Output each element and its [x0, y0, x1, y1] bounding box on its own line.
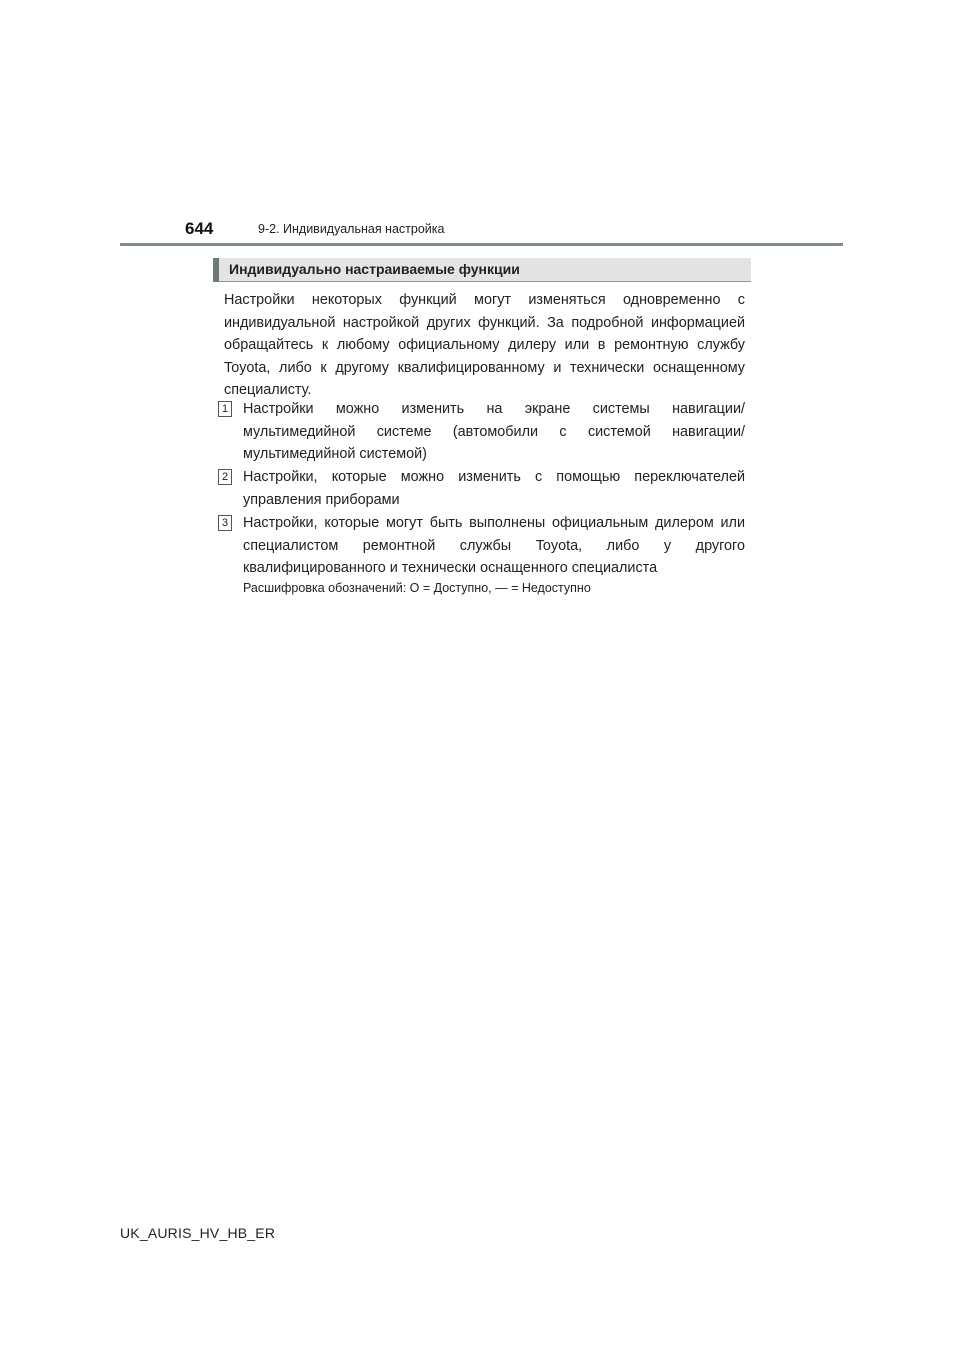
header-rule	[120, 243, 843, 246]
footer-document-code: UK_AURIS_HV_HB_ER	[120, 1225, 276, 1241]
page-number: 644	[185, 219, 214, 238]
item-text: Настройки, которые могут быть выполнены официальным дилером или специалистом ремонтной службы Toyota, либо у другого квалифицированного и технически оснащенного специалиста	[243, 515, 745, 576]
running-header: 9-2. Индивидуальная настройка	[258, 222, 445, 236]
legend-note: Расшифровка обозначений: O = Доступно, — = Недоступно	[243, 581, 591, 595]
item-number-badge: 3	[218, 515, 232, 531]
section-title: Индивидуально настраиваемые функции	[229, 261, 520, 277]
item-text: Настройки, которые можно изменить с помощью переключателей управления приборами	[243, 469, 745, 508]
item-number-badge: 1	[218, 401, 232, 417]
item-number-badge: 2	[218, 469, 232, 485]
intro-paragraph: Настройки некоторых функций могут изменяться одновременно с индивидуальной настройкой других функций. За подробной информацией обращайтесь к любому официальному дилеру или в ремонтную службу Toyota, либо к другому квалифицированному и технически оснащенному специалисту.	[224, 292, 745, 398]
item-text: Настройки можно изменить на экране системы навигации/мультимедийной системе (автомобили с системой навигации/мультимедийной системой)	[243, 401, 745, 462]
section-heading-bar	[213, 258, 751, 282]
